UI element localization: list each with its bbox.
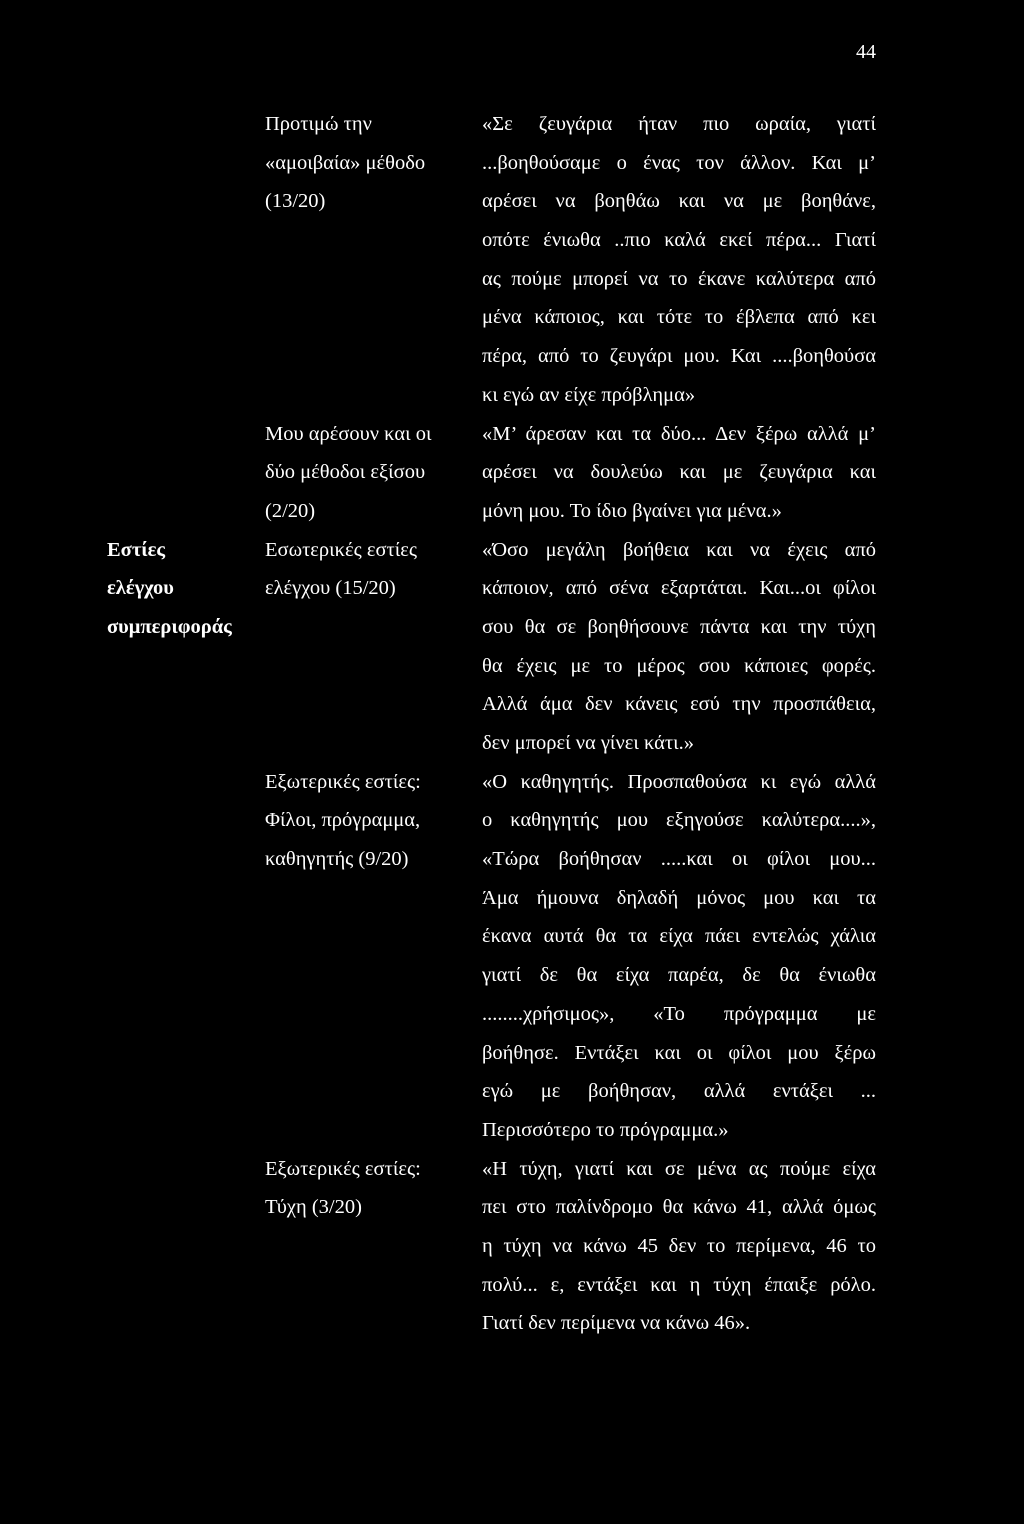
subcategory-line: (2/20) (265, 499, 316, 522)
quote-line: μένα κάποιος, και τότε το έβλεπα από κει (482, 306, 876, 329)
quote-line: «Τώρα βοήθησαν .....και οι φίλοι μου... (482, 848, 876, 871)
subcategory-line: δύο μέθοδοι εξίσου (265, 461, 426, 484)
quote-line: κι εγώ αν είχε πρόβλημα» (482, 383, 696, 406)
quote-line: γιατί δε θα είχα παρέα, δε θα ένιωθα (482, 964, 876, 987)
quote-cell (482, 1150, 876, 1343)
quote-line: Άμα ήμουνα δηλαδή μόνος μου και τα (482, 886, 876, 909)
table-row (107, 105, 876, 415)
subcategory-line: Προτιμώ την (265, 113, 372, 135)
table-row (107, 1150, 876, 1343)
table-row (107, 531, 876, 763)
subcategory-cell (265, 415, 482, 531)
quote-cell (482, 105, 876, 415)
subcategory-line: ελέγχου (15/20) (265, 577, 396, 600)
quote-line: μόνη μου. Το ίδιο βγαίνει για μένα.» (482, 499, 782, 522)
quote-line: ας πούμε μπορεί να το έκανε καλύτερα από (482, 267, 876, 290)
quote-line: αρέσει να δουλεύω και με ζευγάρια και (482, 461, 876, 484)
category-line: συμπεριφοράς (107, 615, 232, 638)
quote-line: οπότε ένιωθα ..πιο καλά εκεί πέρα... Γιατί (482, 229, 876, 252)
quote-line: βοήθησε. Εντάξει και οι φίλοι μου ξέρω (482, 1041, 876, 1064)
results-table (107, 105, 876, 1343)
quote-line: ο καθηγητής μου εξηγούσε καλύτερα....», (482, 809, 876, 832)
quote-line: ...βοηθούσαμε ο ένας τον άλλον. Και μ’ (482, 151, 876, 174)
subcategory-line: Φίλοι, πρόγραμμα, (265, 809, 421, 832)
page-number: 44 (856, 41, 876, 63)
category-line: Εστίες (107, 538, 166, 561)
category-line: ελέγχου (107, 577, 174, 600)
quote-cell (482, 763, 876, 1150)
quote-line: «Ο καθηγητής. Προσπαθούσα κι εγώ αλλά (482, 770, 876, 793)
subcategory-cell (265, 105, 482, 221)
table-row (107, 415, 876, 531)
subcategory-line: Μου αρέσουν και οι (265, 422, 432, 445)
subcategory-line: Εξωτερικές εστίες: (265, 1157, 421, 1180)
subcategory-line: «αμοιβαία» μέθοδο (265, 151, 426, 174)
subcategory-line: καθηγητής (9/20) (265, 848, 409, 871)
quote-line: έκανα αυτά θα τα είχα πάει εντελώς χάλια (482, 925, 876, 948)
quote-line: εγώ με βοήθησαν, αλλά εντάξει ... (482, 1080, 876, 1103)
subcategory-line: (13/20) (265, 190, 326, 213)
category-cell (107, 531, 265, 647)
quote-line: η τύχη να κάνω 45 δεν το περίμενα, 46 το (482, 1234, 876, 1257)
quote-line: «Όσο μεγάλη βοήθεια και να έχεις από (482, 538, 876, 561)
quote-line: Γιατί δεν περίμενα να κάνω 46». (482, 1312, 751, 1335)
quote-cell (482, 531, 876, 763)
quote-line: αρέσει να βοηθάω και να με βοηθάνε, (482, 190, 876, 213)
quote-line: θα έχεις με το μέρος σου κάποιες φορές. (482, 654, 876, 677)
quote-line: πέρα, από το ζευγάρι μου. Και ....βοηθούσα (482, 345, 876, 368)
quote-line: Αλλά άμα δεν κάνεις εσύ την προσπάθεια, (482, 693, 876, 716)
quote-line: Περισσότερο το πρόγραμμα.» (482, 1118, 729, 1141)
subcategory-cell (265, 531, 482, 608)
table-row (107, 763, 876, 1150)
subcategory-line: Τύχη (3/20) (265, 1196, 362, 1219)
quote-line: σου θα σε βοηθήσουνε πάντα και την τύχη (482, 615, 876, 638)
quote-line: «Η τύχη, γιατί και σε μένα ας πούμε είχα (482, 1157, 876, 1180)
quote-line: ........χρήσιμος», «Το πρόγραμμα με (482, 1002, 876, 1025)
quote-line: «Μ’ άρεσαν και τα δύο... Δεν ξέρω αλλά μ’ (482, 422, 876, 445)
subcategory-cell (265, 1150, 482, 1227)
quote-line: δεν μπορεί να γίνει κάτι.» (482, 732, 694, 754)
quote-line: «Σε ζευγάρια ήταν πιο ωραία, γιατί (482, 113, 876, 135)
subcategory-line: Εξωτερικές εστίες: (265, 770, 421, 793)
subcategory-cell (265, 763, 482, 879)
quote-line: κάποιον, από σένα εξαρτάται. Και...οι φίλοι (482, 577, 876, 600)
quote-line: πολύ... ε, εντάξει και η τύχη έπαιξε ρόλο. (482, 1273, 876, 1296)
quote-line: πει στο παλίνδρομο θα κάνω 41, αλλά όμως (482, 1196, 876, 1219)
subcategory-line: Εσωτερικές εστίες (265, 538, 417, 561)
quote-cell (482, 415, 876, 531)
